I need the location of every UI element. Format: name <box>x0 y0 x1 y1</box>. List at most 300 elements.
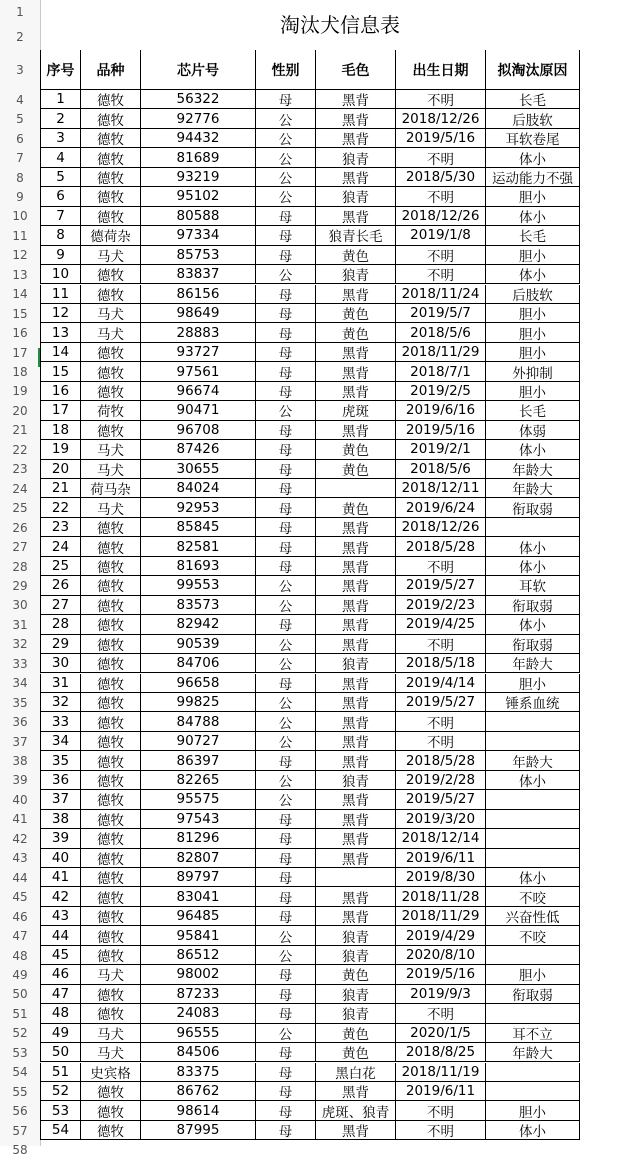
table-cell[interactable]: 公 <box>255 168 315 187</box>
table-cell[interactable]: 42 <box>40 887 80 906</box>
table-cell[interactable]: 黑背 <box>315 712 395 731</box>
table-cell[interactable]: 母 <box>255 907 315 926</box>
table-cell[interactable]: 德牧 <box>80 654 140 673</box>
row-number[interactable]: 25 <box>12 501 28 516</box>
row-number[interactable]: 38 <box>12 754 28 769</box>
table-cell[interactable]: 15 <box>40 362 80 381</box>
table-cell[interactable]: 体小 <box>485 771 580 790</box>
table-cell[interactable]: 2019/5/27 <box>395 693 485 712</box>
table-cell[interactable]: 黄色 <box>315 323 395 342</box>
table-cell[interactable]: 82807 <box>140 849 255 868</box>
table-cell[interactable]: 公 <box>255 926 315 945</box>
table-cell[interactable]: 黑背 <box>315 109 395 128</box>
table-cell[interactable]: 54 <box>40 1121 80 1140</box>
table-cell[interactable]: 32 <box>40 693 80 712</box>
row-number[interactable]: 41 <box>12 812 28 827</box>
row-number[interactable]: 44 <box>12 870 28 885</box>
table-cell[interactable]: 26 <box>40 576 80 595</box>
table-cell[interactable]: 黑背 <box>315 557 395 576</box>
table-cell[interactable]: 41 <box>40 868 80 887</box>
table-cell[interactable]: 81296 <box>140 829 255 848</box>
table-cell[interactable]: 87233 <box>140 985 255 1004</box>
table-cell[interactable]: 公 <box>255 635 315 654</box>
table-cell[interactable]: 2018/7/1 <box>395 362 485 381</box>
table-cell[interactable]: 公 <box>255 1024 315 1043</box>
table-cell[interactable]: 胆小 <box>485 246 580 265</box>
table-cell[interactable]: 97561 <box>140 362 255 381</box>
table-cell[interactable]: 德牧 <box>80 810 140 829</box>
table-cell[interactable]: 97543 <box>140 810 255 829</box>
table-cell[interactable]: 不明 <box>395 635 485 654</box>
table-cell[interactable]: 96708 <box>140 421 255 440</box>
table-cell[interactable]: 公 <box>255 187 315 206</box>
table-cell[interactable]: 93727 <box>140 343 255 362</box>
table-cell[interactable]: 德牧 <box>80 596 140 615</box>
table-cell[interactable]: 83837 <box>140 265 255 284</box>
table-cell[interactable]: 母 <box>255 1082 315 1101</box>
row-number[interactable]: 26 <box>12 520 28 535</box>
table-cell[interactable]: 10 <box>40 265 80 284</box>
table-cell[interactable]: 34 <box>40 732 80 751</box>
row-number[interactable]: 16 <box>12 326 28 341</box>
table-cell[interactable]: 90539 <box>140 635 255 654</box>
table-cell[interactable]: 黑白花 <box>315 1063 395 1082</box>
table-cell[interactable]: 狼青 <box>315 985 395 1004</box>
table-cell[interactable]: 2019/1/8 <box>395 226 485 245</box>
table-cell[interactable]: 狼青 <box>315 771 395 790</box>
table-cell[interactable]: 母 <box>255 304 315 323</box>
table-cell[interactable]: 衔取弱 <box>485 985 580 1004</box>
table-cell[interactable]: 86397 <box>140 751 255 770</box>
table-cell[interactable] <box>485 732 580 751</box>
table-cell[interactable]: 胆小 <box>485 323 580 342</box>
table-cell[interactable]: 母 <box>255 1004 315 1023</box>
table-cell[interactable]: 94432 <box>140 129 255 148</box>
table-cell[interactable]: 胆小 <box>485 674 580 693</box>
row-number[interactable]: 50 <box>12 987 28 1002</box>
table-cell[interactable]: 马犬 <box>80 965 140 984</box>
table-cell[interactable]: 87426 <box>140 440 255 459</box>
table-cell[interactable]: 公 <box>255 771 315 790</box>
table-cell[interactable]: 耳软卷尾 <box>485 129 580 148</box>
table-cell[interactable]: 黑背 <box>315 421 395 440</box>
row-number[interactable]: 39 <box>12 773 28 788</box>
table-cell[interactable]: 2020/8/10 <box>395 946 485 965</box>
row-number[interactable]: 54 <box>12 1065 28 1080</box>
table-cell[interactable]: 28 <box>40 615 80 634</box>
table-cell[interactable]: 2019/5/16 <box>395 129 485 148</box>
table-cell[interactable]: 14 <box>40 343 80 362</box>
table-cell[interactable]: 德牧 <box>80 674 140 693</box>
table-cell[interactable]: 体小 <box>485 1121 580 1140</box>
table-cell[interactable]: 后肢软 <box>485 109 580 128</box>
table-cell[interactable]: 德牧 <box>80 518 140 537</box>
table-cell[interactable]: 母 <box>255 1121 315 1140</box>
table-cell[interactable]: 2018/5/6 <box>395 460 485 479</box>
table-cell[interactable]: 3 <box>40 129 80 148</box>
table-cell[interactable]: 母 <box>255 382 315 401</box>
table-cell[interactable]: 体小 <box>485 868 580 887</box>
column-header[interactable]: 序号 <box>40 50 80 90</box>
row-number[interactable]: 45 <box>12 890 28 905</box>
table-cell[interactable]: 母 <box>255 518 315 537</box>
table-cell[interactable]: 81689 <box>140 148 255 167</box>
table-cell[interactable]: 99825 <box>140 693 255 712</box>
table-cell[interactable]: 马犬 <box>80 498 140 517</box>
table-cell[interactable]: 98614 <box>140 1101 255 1120</box>
table-cell[interactable]: 母 <box>255 751 315 770</box>
table-cell[interactable]: 母 <box>255 460 315 479</box>
table-cell[interactable]: 2019/3/20 <box>395 810 485 829</box>
row-number[interactable]: 6 <box>16 131 24 146</box>
row-number[interactable]: 35 <box>12 695 28 710</box>
table-cell[interactable]: 公 <box>255 576 315 595</box>
table-cell[interactable]: 2019/9/3 <box>395 985 485 1004</box>
table-cell[interactable]: 马犬 <box>80 304 140 323</box>
table-cell[interactable]: 95102 <box>140 187 255 206</box>
table-cell[interactable]: 38 <box>40 810 80 829</box>
table-cell[interactable]: 黄色 <box>315 1043 395 1062</box>
table-cell[interactable]: 母 <box>255 615 315 634</box>
table-cell[interactable]: 母 <box>255 674 315 693</box>
table-cell[interactable] <box>485 712 580 731</box>
table-cell[interactable]: 德牧 <box>80 207 140 226</box>
table-cell[interactable]: 黑背 <box>315 732 395 751</box>
table-cell[interactable]: 2019/8/30 <box>395 868 485 887</box>
table-cell[interactable]: 母 <box>255 557 315 576</box>
table-cell[interactable]: 不明 <box>395 90 485 109</box>
table-cell[interactable]: 45 <box>40 946 80 965</box>
table-cell[interactable]: 胆小 <box>485 304 580 323</box>
table-cell[interactable]: 德牧 <box>80 576 140 595</box>
row-number[interactable]: 32 <box>12 637 28 652</box>
table-cell[interactable]: 17 <box>40 401 80 420</box>
table-cell[interactable]: 2019/4/25 <box>395 615 485 634</box>
table-cell[interactable]: 黑背 <box>315 849 395 868</box>
table-cell[interactable]: 不明 <box>395 1121 485 1140</box>
table-cell[interactable]: 46 <box>40 965 80 984</box>
table-cell[interactable]: 母 <box>255 810 315 829</box>
row-number[interactable]: 30 <box>12 598 28 613</box>
table-cell[interactable]: 体小 <box>485 265 580 284</box>
table-cell[interactable]: 年龄大 <box>485 654 580 673</box>
table-cell[interactable]: 2018/11/19 <box>395 1063 485 1082</box>
table-cell[interactable]: 衔取弱 <box>485 635 580 654</box>
table-cell[interactable]: 耳软 <box>485 576 580 595</box>
table-cell[interactable]: 黑背 <box>315 635 395 654</box>
table-cell[interactable]: 2018/5/28 <box>395 751 485 770</box>
table-cell[interactable]: 98002 <box>140 965 255 984</box>
table-cell[interactable]: 虎斑、狼青 <box>315 1101 395 1120</box>
table-cell[interactable]: 长毛 <box>485 90 580 109</box>
table-cell[interactable]: 德牧 <box>80 168 140 187</box>
table-cell[interactable]: 80588 <box>140 207 255 226</box>
row-number[interactable]: 47 <box>12 929 28 944</box>
table-cell[interactable]: 不明 <box>395 246 485 265</box>
table-cell[interactable]: 2020/1/5 <box>395 1024 485 1043</box>
table-cell[interactable]: 德牧 <box>80 421 140 440</box>
row-number[interactable]: 11 <box>12 228 28 243</box>
table-cell[interactable]: 后肢软 <box>485 285 580 304</box>
table-cell[interactable]: 4 <box>40 148 80 167</box>
table-cell[interactable]: 不明 <box>395 265 485 284</box>
table-cell[interactable]: 母 <box>255 285 315 304</box>
row-number[interactable]: 2 <box>16 30 24 44</box>
table-cell[interactable]: 2018/12/26 <box>395 207 485 226</box>
table-cell[interactable]: 黑背 <box>315 207 395 226</box>
row-number[interactable]: 24 <box>12 481 28 496</box>
table-cell[interactable]: 公 <box>255 596 315 615</box>
table-cell[interactable]: 81693 <box>140 557 255 576</box>
table-cell[interactable]: 22 <box>40 498 80 517</box>
row-number[interactable]: 12 <box>12 248 28 263</box>
row-number[interactable]: 40 <box>12 792 28 807</box>
table-cell[interactable]: 黑背 <box>315 168 395 187</box>
table-cell[interactable]: 狼青 <box>315 187 395 206</box>
table-cell[interactable]: 黑背 <box>315 576 395 595</box>
table-cell[interactable]: 黑背 <box>315 537 395 556</box>
table-cell[interactable]: 狼青 <box>315 148 395 167</box>
row-number[interactable]: 42 <box>12 831 28 846</box>
table-cell[interactable]: 23 <box>40 518 80 537</box>
table-cell[interactable]: 公 <box>255 129 315 148</box>
table-cell[interactable]: 43 <box>40 907 80 926</box>
row-number[interactable]: 55 <box>12 1084 28 1099</box>
table-cell[interactable]: 35 <box>40 751 80 770</box>
table-cell[interactable]: 2019/5/7 <box>395 304 485 323</box>
table-cell[interactable]: 德荷杂 <box>80 226 140 245</box>
table-cell[interactable]: 衔取弱 <box>485 596 580 615</box>
row-number[interactable]: 37 <box>12 734 28 749</box>
table-cell[interactable] <box>315 868 395 887</box>
table-cell[interactable]: 2019/2/1 <box>395 440 485 459</box>
table-cell[interactable]: 体小 <box>485 615 580 634</box>
table-cell[interactable]: 89797 <box>140 868 255 887</box>
table-cell[interactable] <box>485 829 580 848</box>
table-cell[interactable]: 母 <box>255 868 315 887</box>
table-cell[interactable]: 黑背 <box>315 90 395 109</box>
table-cell[interactable]: 耳不立 <box>485 1024 580 1043</box>
table-cell[interactable]: 马犬 <box>80 246 140 265</box>
row-number[interactable]: 49 <box>12 967 28 982</box>
table-cell[interactable]: 母 <box>255 849 315 868</box>
table-cell[interactable]: 96555 <box>140 1024 255 1043</box>
table-cell[interactable]: 公 <box>255 148 315 167</box>
table-cell[interactable]: 德牧 <box>80 1101 140 1120</box>
table-cell[interactable]: 德牧 <box>80 265 140 284</box>
table-cell[interactable] <box>485 849 580 868</box>
table-cell[interactable]: 2018/8/25 <box>395 1043 485 1062</box>
table-cell[interactable]: 德牧 <box>80 693 140 712</box>
table-cell[interactable]: 黑背 <box>315 1121 395 1140</box>
table-cell[interactable]: 年龄大 <box>485 751 580 770</box>
table-cell[interactable]: 不咬 <box>485 887 580 906</box>
table-cell[interactable]: 86762 <box>140 1082 255 1101</box>
table-cell[interactable]: 黑背 <box>315 829 395 848</box>
table-cell[interactable]: 30655 <box>140 460 255 479</box>
table-cell[interactable]: 体小 <box>485 148 580 167</box>
table-cell[interactable]: 运动能力不强 <box>485 168 580 187</box>
table-cell[interactable]: 2018/11/28 <box>395 887 485 906</box>
table-cell[interactable]: 不明 <box>395 712 485 731</box>
table-cell[interactable]: 44 <box>40 926 80 945</box>
table-cell[interactable]: 84024 <box>140 479 255 498</box>
table-cell[interactable]: 德牧 <box>80 615 140 634</box>
table-cell[interactable]: 6 <box>40 187 80 206</box>
table-cell[interactable]: 马犬 <box>80 460 140 479</box>
row-number[interactable]: 48 <box>12 948 28 963</box>
table-cell[interactable]: 2018/12/14 <box>395 829 485 848</box>
table-cell[interactable]: 体小 <box>485 557 580 576</box>
table-cell[interactable]: 2018/5/6 <box>395 323 485 342</box>
table-cell[interactable]: 2018/5/18 <box>395 654 485 673</box>
table-cell[interactable]: 2019/6/11 <box>395 849 485 868</box>
table-cell[interactable]: 92776 <box>140 109 255 128</box>
row-number[interactable]: 36 <box>12 715 28 730</box>
row-number[interactable]: 57 <box>12 1123 28 1138</box>
table-cell[interactable]: 胆小 <box>485 343 580 362</box>
table-cell[interactable]: 2019/5/16 <box>395 421 485 440</box>
table-cell[interactable]: 德牧 <box>80 537 140 556</box>
column-header[interactable]: 品种 <box>80 50 140 90</box>
table-cell[interactable]: 2019/2/5 <box>395 382 485 401</box>
table-cell[interactable]: 不明 <box>395 1101 485 1120</box>
table-cell[interactable]: 84706 <box>140 654 255 673</box>
column-header[interactable]: 芯片号 <box>140 50 255 90</box>
row-number[interactable]: 46 <box>12 909 28 924</box>
table-cell[interactable]: 96485 <box>140 907 255 926</box>
table-cell[interactable]: 2019/5/27 <box>395 576 485 595</box>
table-cell[interactable]: 9 <box>40 246 80 265</box>
table-cell[interactable]: 90471 <box>140 401 255 420</box>
row-number[interactable]: 19 <box>12 384 28 399</box>
table-cell[interactable]: 52 <box>40 1082 80 1101</box>
table-cell[interactable]: 2 <box>40 109 80 128</box>
table-cell[interactable]: 黑背 <box>315 1082 395 1101</box>
table-cell[interactable] <box>485 1004 580 1023</box>
table-cell[interactable]: 2018/12/26 <box>395 518 485 537</box>
table-cell[interactable]: 黑背 <box>315 362 395 381</box>
table-cell[interactable]: 黑背 <box>315 343 395 362</box>
table-cell[interactable]: 公 <box>255 109 315 128</box>
table-cell[interactable]: 母 <box>255 537 315 556</box>
table-cell[interactable]: 母 <box>255 1063 315 1082</box>
row-number[interactable]: 15 <box>12 306 28 321</box>
row-number[interactable]: 29 <box>12 578 28 593</box>
table-cell[interactable]: 40 <box>40 849 80 868</box>
table-cell[interactable]: 狼青 <box>315 926 395 945</box>
table-cell[interactable]: 黄色 <box>315 460 395 479</box>
table-cell[interactable]: 黑背 <box>315 674 395 693</box>
table-cell[interactable]: 体小 <box>485 207 580 226</box>
row-number[interactable]: 20 <box>12 403 28 418</box>
row-number[interactable]: 34 <box>12 676 28 691</box>
row-number[interactable]: 53 <box>12 1045 28 1060</box>
table-cell[interactable]: 84788 <box>140 712 255 731</box>
table-cell[interactable]: 2019/4/14 <box>395 674 485 693</box>
table-cell[interactable]: 德牧 <box>80 1082 140 1101</box>
table-cell[interactable]: 狼青 <box>315 265 395 284</box>
row-number[interactable]: 22 <box>12 442 28 457</box>
table-cell[interactable]: 25 <box>40 557 80 576</box>
table-cell[interactable]: 德牧 <box>80 557 140 576</box>
table-cell[interactable]: 8 <box>40 226 80 245</box>
table-cell[interactable]: 德牧 <box>80 90 140 109</box>
table-cell[interactable]: 24083 <box>140 1004 255 1023</box>
table-cell[interactable]: 母 <box>255 985 315 1004</box>
table-cell[interactable]: 2018/12/11 <box>395 479 485 498</box>
column-header[interactable]: 毛色 <box>315 50 395 90</box>
table-cell[interactable]: 胆小 <box>485 965 580 984</box>
table-cell[interactable]: 德牧 <box>80 1004 140 1023</box>
table-cell[interactable]: 黑背 <box>315 790 395 809</box>
table-cell[interactable]: 衔取弱 <box>485 498 580 517</box>
table-cell[interactable]: 德牧 <box>80 751 140 770</box>
table-cell[interactable]: 德牧 <box>80 771 140 790</box>
table-cell[interactable]: 母 <box>255 479 315 498</box>
table-cell[interactable]: 不明 <box>395 557 485 576</box>
table-cell[interactable]: 19 <box>40 440 80 459</box>
row-number[interactable]: 31 <box>12 617 28 632</box>
table-cell[interactable]: 33 <box>40 712 80 731</box>
table-cell[interactable]: 82581 <box>140 537 255 556</box>
row-number[interactable]: 1 <box>16 5 24 19</box>
table-cell[interactable]: 德牧 <box>80 343 140 362</box>
table-cell[interactable]: 黄色 <box>315 498 395 517</box>
row-number[interactable]: 18 <box>12 365 28 380</box>
table-cell[interactable]: 胆小 <box>485 1101 580 1120</box>
table-cell[interactable]: 87995 <box>140 1121 255 1140</box>
table-cell[interactable]: 36 <box>40 771 80 790</box>
table-cell[interactable]: 德牧 <box>80 148 140 167</box>
table-cell[interactable]: 母 <box>255 829 315 848</box>
table-cell[interactable]: 德牧 <box>80 829 140 848</box>
row-number[interactable]: 52 <box>12 1026 28 1041</box>
table-cell[interactable]: 黄色 <box>315 304 395 323</box>
table-cell[interactable]: 37 <box>40 790 80 809</box>
table-cell[interactable]: 德牧 <box>80 926 140 945</box>
table-cell[interactable]: 体弱 <box>485 421 580 440</box>
table-cell[interactable]: 5 <box>40 168 80 187</box>
table-cell[interactable]: 德牧 <box>80 790 140 809</box>
table-cell[interactable]: 公 <box>255 732 315 751</box>
table-cell[interactable]: 母 <box>255 362 315 381</box>
table-cell[interactable]: 狼青 <box>315 946 395 965</box>
table-cell[interactable]: 83573 <box>140 596 255 615</box>
table-cell[interactable]: 31 <box>40 674 80 693</box>
table-cell[interactable]: 体小 <box>485 440 580 459</box>
table-cell[interactable]: 马犬 <box>80 323 140 342</box>
table-cell[interactable] <box>485 810 580 829</box>
row-number[interactable]: 7 <box>16 151 24 166</box>
table-cell[interactable]: 99553 <box>140 576 255 595</box>
table-cell[interactable]: 不明 <box>395 148 485 167</box>
table-cell[interactable]: 母 <box>255 421 315 440</box>
table-cell[interactable]: 德牧 <box>80 1121 140 1140</box>
row-number[interactable]: 5 <box>16 112 24 127</box>
table-cell[interactable]: 2019/5/16 <box>395 965 485 984</box>
row-number[interactable]: 51 <box>12 1006 28 1021</box>
table-cell[interactable]: 公 <box>255 946 315 965</box>
table-cell[interactable]: 96674 <box>140 382 255 401</box>
table-cell[interactable]: 50 <box>40 1043 80 1062</box>
table-cell[interactable]: 德牧 <box>80 946 140 965</box>
table-cell[interactable]: 黑背 <box>315 751 395 770</box>
table-cell[interactable]: 年龄大 <box>485 1043 580 1062</box>
table-cell[interactable]: 德牧 <box>80 849 140 868</box>
table-cell[interactable]: 不咬 <box>485 926 580 945</box>
table-cell[interactable]: 2019/2/28 <box>395 771 485 790</box>
